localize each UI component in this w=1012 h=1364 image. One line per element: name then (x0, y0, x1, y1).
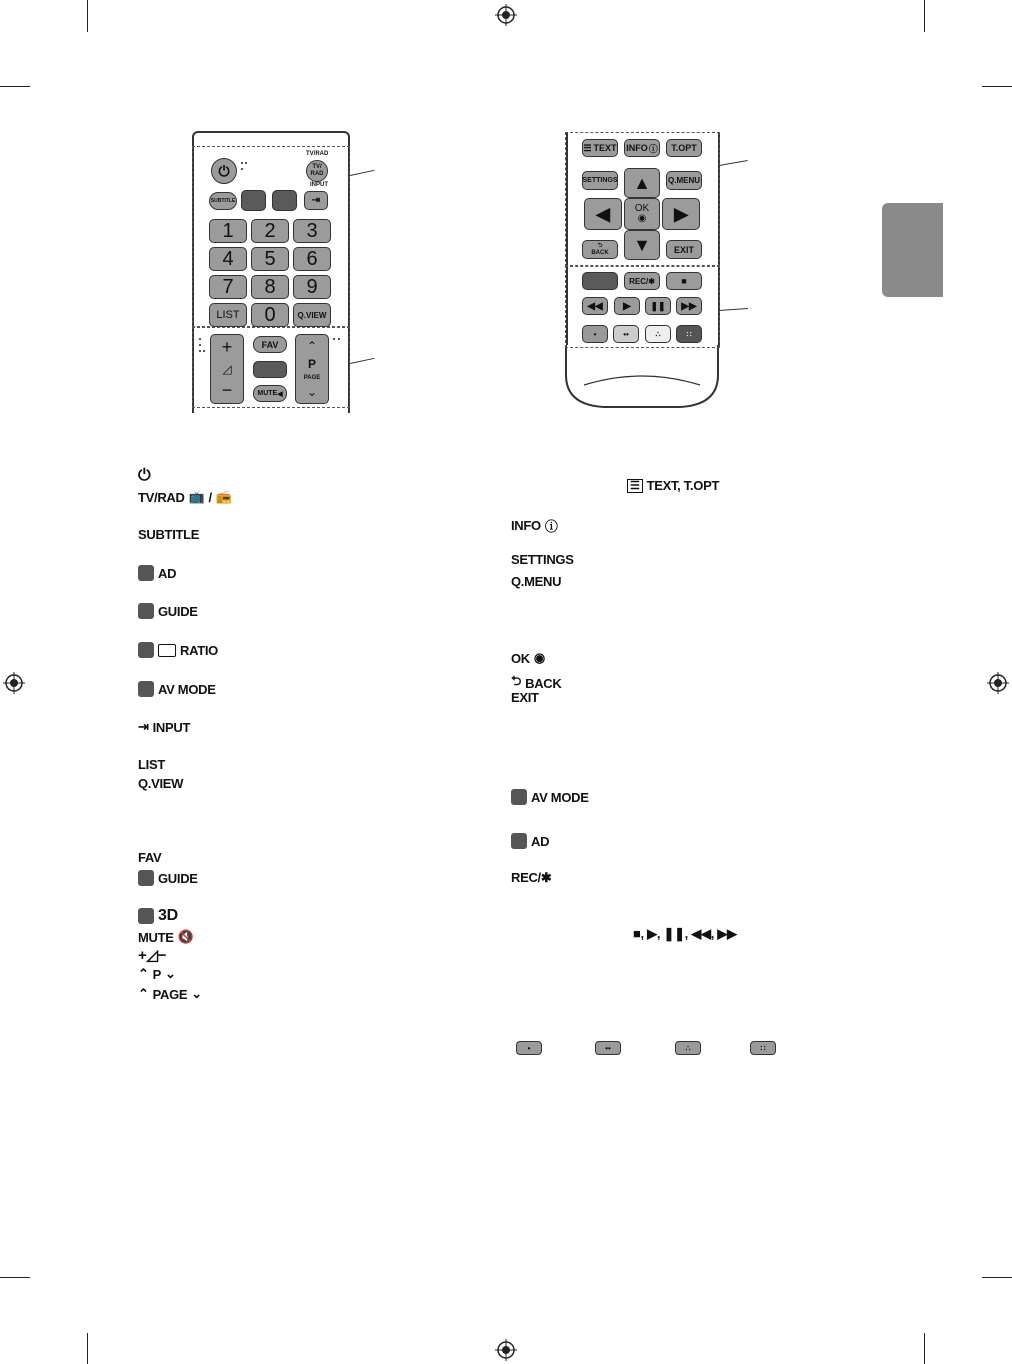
braille-dot (245, 162, 247, 164)
registration-mark-icon (987, 672, 1009, 694)
yellow-color-button[interactable]: ∴ (645, 325, 671, 343)
legend-ad (138, 565, 176, 581)
legend-text-topt (627, 478, 719, 493)
legend-tvrad-label: TV/RAD (138, 489, 185, 505)
chevron-down-icon: ⌄ (306, 385, 318, 399)
text-button[interactable] (582, 139, 618, 157)
rewind-button[interactable]: ◀◀ (582, 297, 608, 315)
legend-ad-right-label: AD (531, 833, 550, 849)
legend-p-label: P (152, 966, 161, 982)
registration-mark-icon (495, 1339, 517, 1361)
legend-exit: EXIT (511, 690, 539, 705)
legend-input (138, 719, 190, 735)
chevron-up-icon: ⌃ (138, 966, 149, 981)
legend-qmenu: Q.MENU (511, 574, 562, 589)
mute-label: MUTE (257, 390, 278, 397)
registration-mark-icon (495, 4, 517, 26)
legend-back-label: BACK (525, 675, 562, 691)
chevron-up-icon: ⌃ (138, 986, 149, 1001)
power-icon: ⏻ (138, 467, 151, 484)
legend-ratio (138, 642, 218, 658)
down-arrow-button[interactable]: ▼ (624, 230, 660, 260)
ok-icon: ◉ (637, 213, 647, 224)
ok-button[interactable] (624, 198, 660, 230)
color-key-icon (138, 681, 154, 697)
info-button[interactable] (624, 139, 660, 157)
text-label: TEXT (593, 143, 617, 153)
legend-ad-right (511, 833, 549, 849)
tvrad-top-label: TV/RAD (306, 151, 329, 157)
legend-power (138, 467, 150, 485)
color-key-icon (138, 642, 154, 658)
legend-fav: FAV (138, 850, 162, 865)
volume-icon: ◿ (222, 362, 232, 376)
legend-avmode-right (511, 789, 589, 805)
stop-button[interactable]: ■ (666, 272, 702, 290)
color-key-icon (511, 789, 527, 805)
legend-page (138, 986, 202, 1002)
braille-dot (199, 344, 201, 346)
info-icon: ⓘ (544, 519, 558, 534)
right-remote-bottom (564, 345, 720, 411)
legend-avmode-right-label: AV MODE (531, 789, 589, 805)
braille-dot (338, 338, 340, 340)
green-button[interactable] (272, 190, 297, 211)
speaker-icon: ◀ (277, 390, 283, 398)
legend-ok (511, 650, 545, 666)
back-label: BACK (591, 249, 609, 256)
tvrad-button[interactable] (306, 160, 328, 182)
legend-ok-label: OK (511, 650, 530, 666)
legend-page-label: PAGE (152, 986, 188, 1002)
crop-mark (924, 1333, 925, 1364)
red-color-button[interactable]: • (582, 325, 608, 343)
legend-rec: REC/✱ (511, 870, 552, 885)
legend-3d-label: 3D (158, 907, 178, 924)
legend-playback: ■, ▶, ❚❚, ◀◀, ▶▶ (633, 926, 737, 941)
legend-blue-key: ∷ (750, 1041, 776, 1055)
teletext-icon: ☰ (583, 142, 592, 153)
crop-mark (0, 1277, 30, 1278)
legend-guide-2 (138, 870, 198, 886)
braille-dot (203, 350, 205, 352)
number-1-button[interactable]: 1 (209, 219, 247, 243)
callout-line (350, 358, 375, 364)
list-button[interactable]: LIST (209, 303, 247, 327)
crop-mark (982, 86, 1012, 87)
crop-mark (924, 0, 925, 32)
legend-3d (138, 907, 178, 925)
callout-line (719, 308, 748, 311)
p-label: P (307, 357, 316, 371)
back-icon: ⮌ (511, 673, 522, 688)
color-key-icon (138, 870, 154, 886)
volume-rocker[interactable] (210, 334, 244, 404)
crop-mark (87, 0, 88, 32)
rec-button[interactable]: REC/✱ (624, 272, 660, 290)
legend-mute (138, 929, 194, 945)
mute-icon: 🔇 (177, 929, 194, 944)
braille-dot (199, 350, 201, 352)
page-label: PAGE (303, 375, 321, 381)
legend-settings: SETTINGS (511, 552, 574, 567)
legend-avmode-label: AV MODE (158, 681, 216, 697)
info-label: INFO (626, 143, 648, 153)
ok-icon: ◉ (533, 650, 545, 665)
color-key-icon (138, 908, 154, 924)
av-mode-button[interactable] (582, 272, 618, 290)
topt-button[interactable]: T.OPT (666, 139, 702, 157)
red-button[interactable] (241, 190, 266, 211)
chevron-up-icon: ⌃ (306, 339, 318, 353)
teletext-icon: ☰ (627, 479, 643, 493)
braille-dot (241, 168, 243, 170)
number-5-button[interactable]: 5 (251, 247, 289, 271)
chevron-down-icon: ⌄ (164, 966, 176, 981)
chevron-down-icon: ⌄ (191, 986, 202, 1001)
power-button[interactable]: ⏻ (211, 158, 237, 184)
legend-subtitle: SUBTITLE (138, 527, 200, 542)
input-button[interactable]: ⇥ (304, 191, 328, 210)
callout-line (350, 170, 375, 176)
green-color-button[interactable]: •• (613, 325, 639, 343)
number-4-button[interactable]: 4 (209, 247, 247, 271)
number-7-button[interactable]: 7 (209, 275, 247, 299)
pause-button[interactable]: ❚❚ (645, 297, 671, 315)
legend-p (138, 966, 176, 982)
legend-volume: +◿− (138, 947, 167, 964)
fav-button[interactable]: FAV (253, 336, 287, 353)
volume-down-label: − (221, 380, 233, 400)
legend-guide (138, 603, 198, 619)
legend-list: LIST (138, 757, 165, 772)
registration-mark-icon (3, 672, 25, 694)
left-arrow-button[interactable]: ◀ (584, 198, 622, 230)
crop-mark (0, 86, 30, 87)
channel-rocker[interactable] (295, 334, 329, 404)
legend-mute-label: MUTE (138, 929, 174, 945)
info-icon: ⓘ (648, 143, 658, 154)
tv-label: TV/ (312, 164, 322, 170)
input-label: INPUT (310, 182, 328, 188)
mute-button[interactable] (253, 385, 287, 402)
input-icon: ⇥ (138, 719, 149, 734)
ratio-icon (158, 644, 176, 657)
legend-tvrad (138, 489, 232, 505)
play-button[interactable]: ▶ (614, 297, 640, 315)
legend-info-label: INFO (511, 518, 541, 533)
color-key-icon (511, 833, 527, 849)
right-arrow-button[interactable]: ▶ (662, 198, 700, 230)
subtitle-button[interactable]: SUBTITLE (209, 192, 237, 210)
color-key-icon (138, 565, 154, 581)
legend-guide-label: GUIDE (158, 603, 198, 619)
number-6-button[interactable]: 6 (293, 247, 331, 271)
rad-label: RAD (310, 171, 324, 177)
number-9-button[interactable]: 9 (293, 275, 331, 299)
number-2-button[interactable]: 2 (251, 219, 289, 243)
braille-dot (241, 162, 243, 164)
crop-mark (982, 1277, 1012, 1278)
ok-label: OK (634, 203, 650, 214)
number-3-button[interactable]: 3 (293, 219, 331, 243)
legend-qview: Q.VIEW (138, 776, 184, 791)
back-icon: ⮌ (597, 242, 603, 249)
legend-avmode (138, 681, 216, 697)
legend-text-topt-label: TEXT, T.OPT (646, 478, 720, 493)
color-key-icon (138, 603, 154, 619)
3d-button[interactable] (253, 361, 287, 378)
up-arrow-button[interactable]: ▲ (624, 168, 660, 198)
qmenu-button[interactable]: Q.MENU (666, 171, 702, 190)
back-button[interactable] (582, 240, 618, 259)
language-tab (882, 203, 943, 297)
number-8-button[interactable]: 8 (251, 275, 289, 299)
fast-forward-button[interactable]: ▶▶ (676, 297, 702, 315)
qview-button[interactable]: Q.VIEW (293, 303, 331, 327)
volume-up-label: + (221, 337, 233, 357)
tv-icon: 📺 (188, 489, 205, 504)
crop-mark (87, 1333, 88, 1364)
braille-dot (333, 338, 335, 340)
blue-color-button[interactable]: ∷ (676, 325, 702, 343)
exit-button[interactable]: EXIT (666, 240, 702, 259)
legend-ad-label: AD (158, 565, 177, 581)
slash-label: / (208, 489, 212, 505)
legend-green-key: •• (595, 1041, 621, 1055)
radio-icon: 📻 (215, 489, 232, 504)
settings-button[interactable]: SETTINGS (582, 171, 618, 190)
legend-ratio-label: RATIO (180, 642, 218, 658)
legend-yellow-key: ∴ (675, 1041, 701, 1055)
number-0-button[interactable]: 0 (251, 303, 289, 327)
legend-guide-2-label: GUIDE (158, 870, 198, 886)
legend-input-label: INPUT (152, 719, 191, 735)
legend-info (511, 516, 558, 535)
braille-dot (199, 338, 201, 340)
callout-line (719, 160, 748, 166)
legend-red-key: • (516, 1041, 542, 1055)
